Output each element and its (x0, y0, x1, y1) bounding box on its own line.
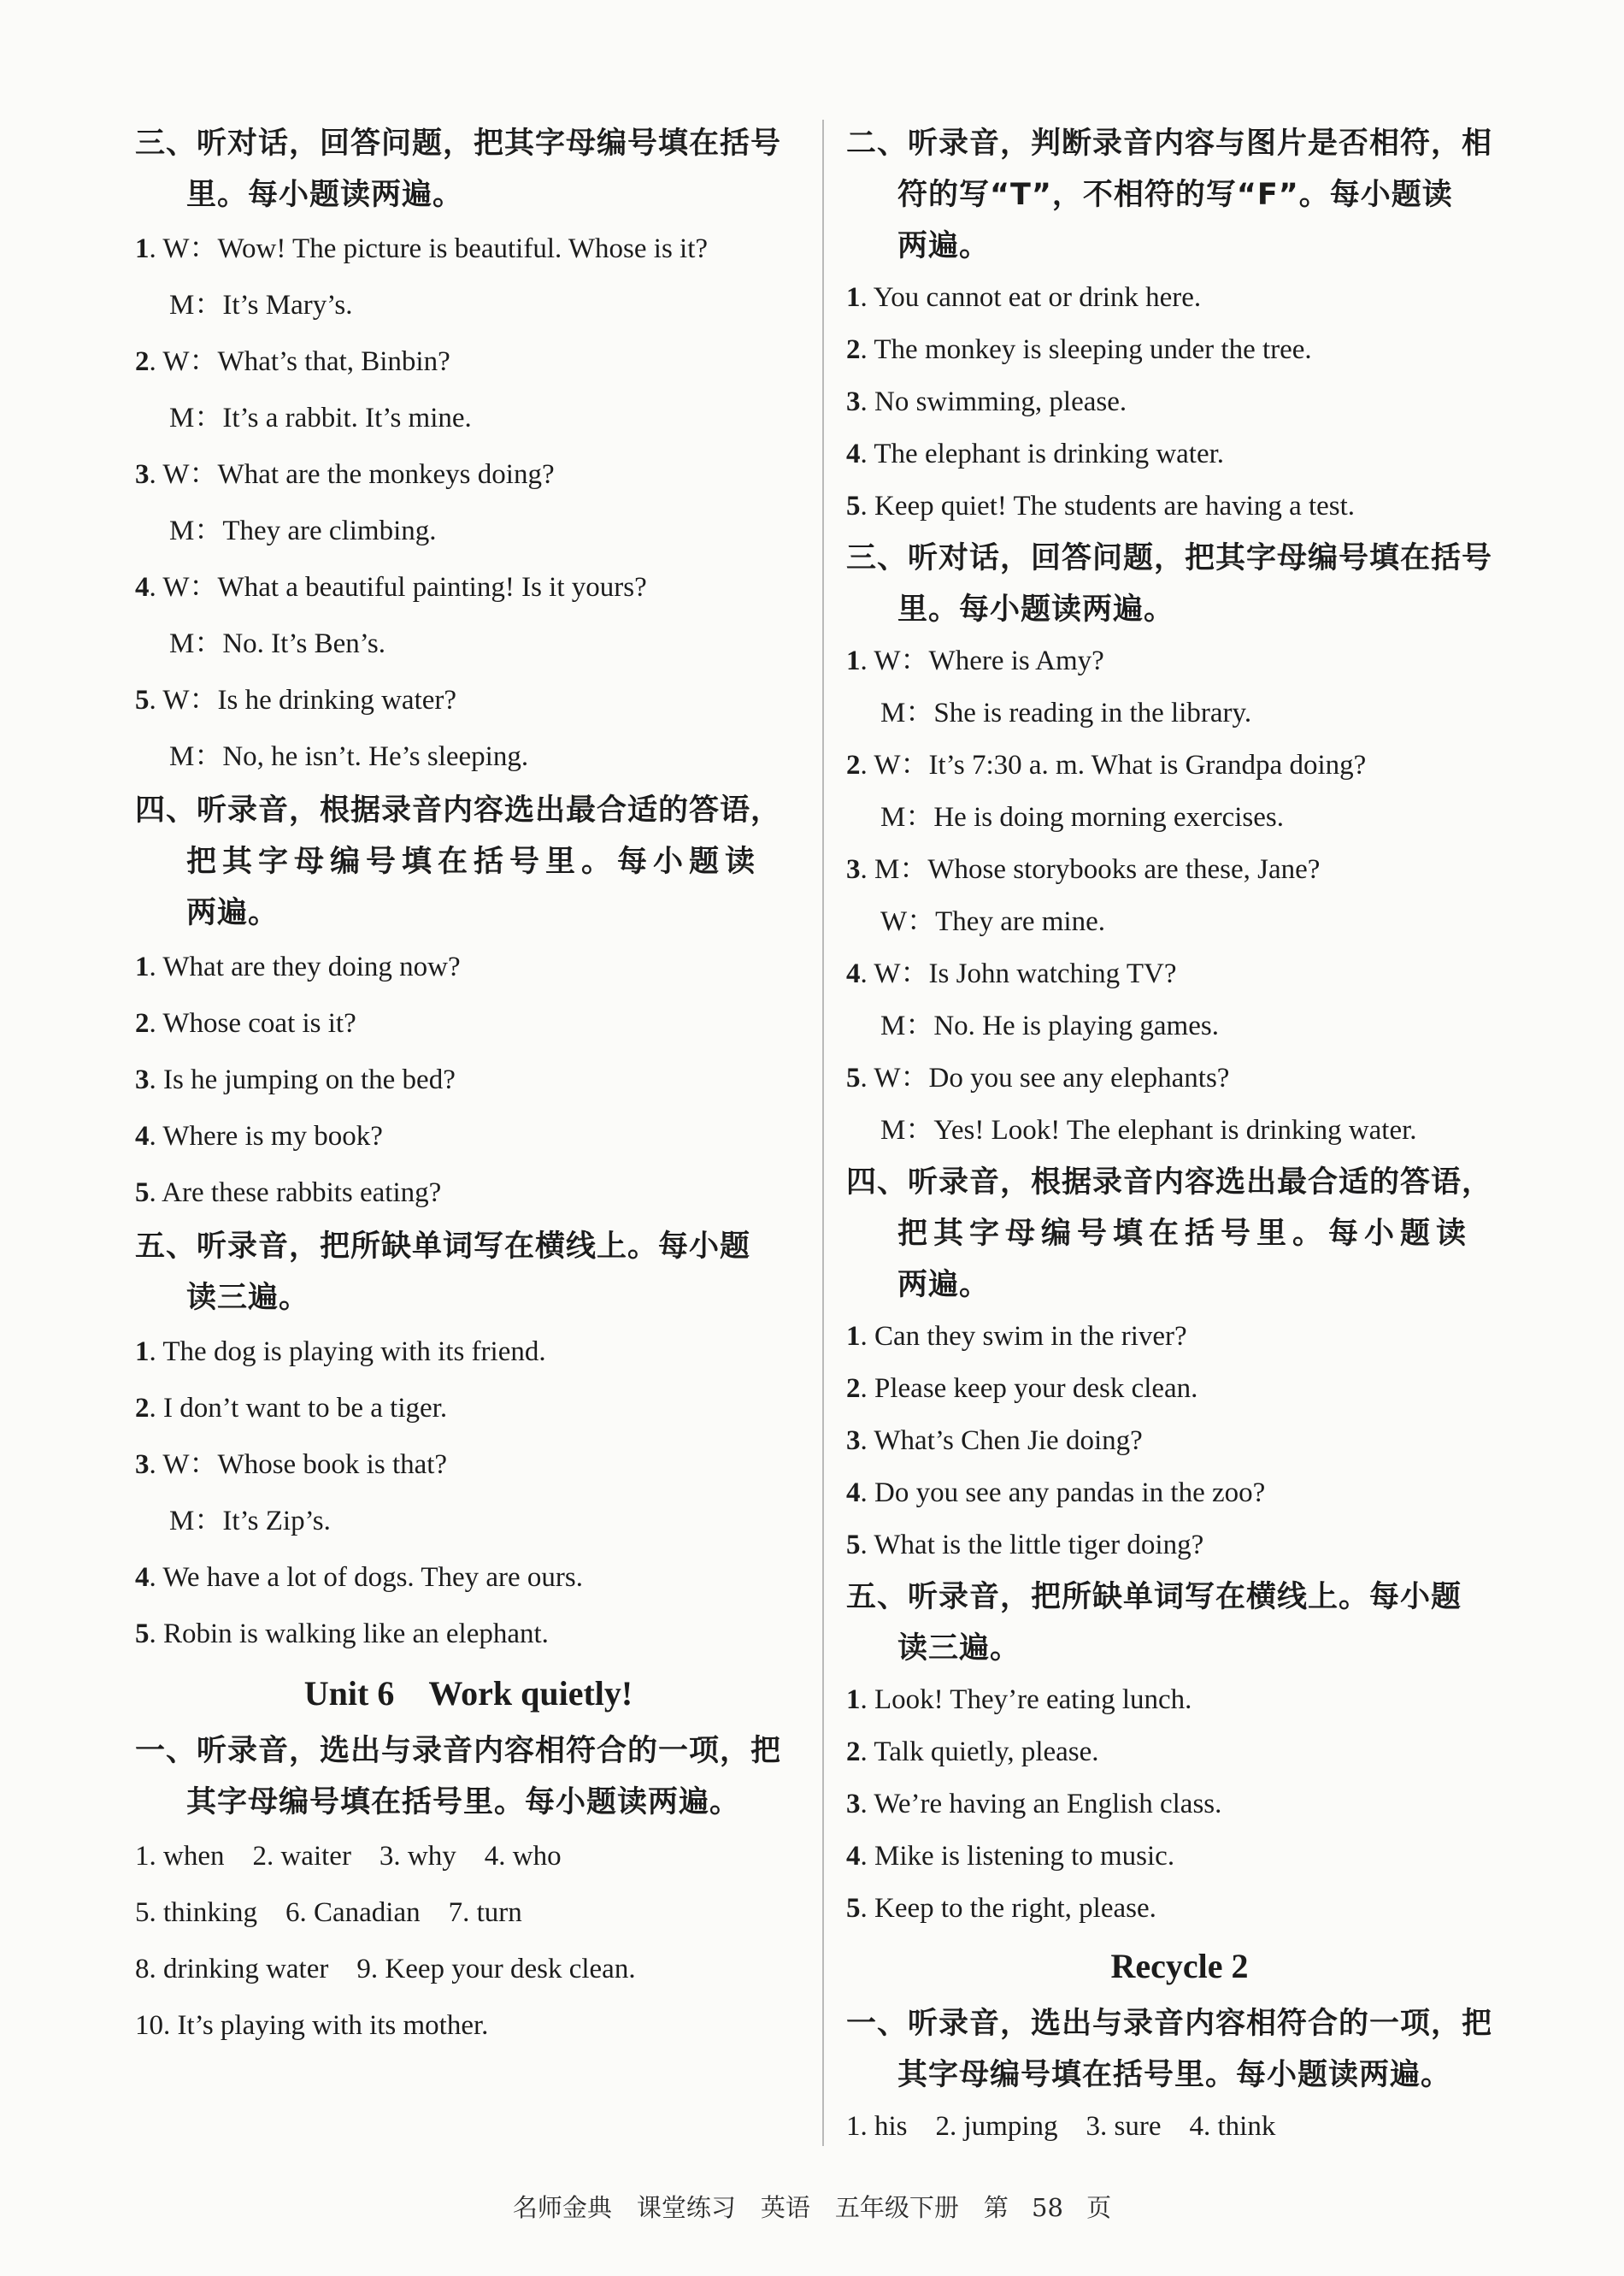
heading-line: 三、听对话，回答问题，把其字母编号填在括号 (135, 127, 782, 161)
list-item (135, 277, 802, 333)
item-text: . Talk quietly, please. (860, 1736, 1099, 1767)
item-text: . We’re having an English class. (860, 1789, 1222, 1819)
list-item (135, 1052, 802, 1108)
section-heading (135, 1221, 802, 1324)
list-item (135, 333, 802, 390)
item-number: 5 (846, 1530, 861, 1560)
list-item (135, 939, 802, 995)
heading-line: 二、听录音，判断录音内容与图片是否相符，相 (846, 127, 1493, 161)
item-number: 5 (135, 685, 150, 716)
list-item (846, 1726, 1513, 1778)
item-text: . W：Where is Amy? (860, 646, 1104, 676)
list-item (846, 1883, 1513, 1935)
heading-line: 里。每小题读两遍。 (186, 178, 464, 212)
item-number: 3 (846, 854, 861, 885)
item-text: . W：What a beautiful painting! Is it yours? (149, 572, 647, 603)
item-text: M：It’s a rabbit. It’s mine. (169, 403, 472, 433)
item-text: . W：It’s 7:30 a. m. What is Grandpa doing? (860, 750, 1367, 781)
item-text: . W：Is John watching TV? (860, 958, 1177, 989)
list-item (135, 503, 802, 559)
item-number: 4 (846, 1841, 861, 1872)
item-number: 2 (846, 750, 861, 781)
item-number: 2 (135, 1393, 150, 1424)
item-list (846, 1311, 1513, 1571)
item-list (135, 221, 802, 785)
item-text: . You cannot eat or drink here. (860, 282, 1202, 313)
item-number: 3 (846, 386, 861, 417)
heading-line: 读三遍。 (897, 1631, 1021, 1666)
heading-line: 两遍。 (897, 229, 991, 263)
list-item (846, 1053, 1513, 1105)
item-text: . No swimming, please. (860, 386, 1127, 417)
list-item (846, 428, 1513, 481)
heading-line: 一、听录音，选出与录音内容相符合的一项，把 (135, 1734, 782, 1768)
list-item (846, 272, 1513, 324)
item-text: M：No, he isn’t. He’s sleeping. (169, 741, 529, 772)
item-text: . The monkey is sleeping under the tree. (860, 334, 1312, 365)
page-footer: 名师金典 课堂练习 英语 五年级下册 第 58 页 (512, 2193, 1112, 2222)
item-text: . What’s Chen Jie doing? (860, 1425, 1143, 1456)
section-heading (846, 118, 1513, 272)
item-text: . Is he jumping on the bed? (149, 1064, 456, 1095)
section-heading (846, 533, 1513, 635)
list-item (135, 672, 802, 728)
item-text: . What are they doing now? (149, 952, 461, 982)
item-text: . W：What’s that, Binbin? (149, 346, 450, 377)
heading-line: 其字母编号填在括号里。每小题读两遍。 (897, 2058, 1452, 2092)
item-number: 2 (135, 1008, 150, 1039)
list-item (135, 1324, 802, 1380)
item-number: 4 (135, 1562, 150, 1593)
item-text: M：It’s Zip’s. (169, 1506, 331, 1536)
item-number: 2 (846, 1373, 861, 1404)
right-column (846, 118, 1513, 2153)
heading-line: 一、听录音，选出与录音内容相符合的一项，把 (846, 2007, 1493, 2041)
item-text: M：He is doing morning exercises. (880, 802, 1285, 833)
list-item (846, 1363, 1513, 1415)
item-text: . Where is my book? (149, 1121, 383, 1152)
item-number: 3 (846, 1789, 861, 1819)
list-item: 5. thinking 6. Canadian 7. turn (135, 1897, 522, 1928)
heading-line: 把其字母编号填在括号里。每小题读 (897, 1217, 1473, 1251)
item-text: . W：Whose book is that? (149, 1449, 448, 1480)
heading-line: 五、听录音，把所缺单词写在横线上。每小题 (846, 1580, 1462, 1614)
list-item (135, 446, 802, 503)
list-item (846, 1519, 1513, 1571)
item-text: . Keep to the right, please. (860, 1893, 1156, 1924)
list-item (846, 1000, 1513, 1053)
item-number: 5 (846, 491, 861, 522)
item-text: M：They are climbing. (169, 516, 437, 546)
item-number: 5 (135, 1619, 150, 1649)
item-number: 5 (135, 1177, 150, 1208)
item-text: . W：What are the monkeys doing? (149, 459, 555, 490)
item-text: . Mike is listening to music. (860, 1841, 1175, 1872)
item-number: 2 (846, 1736, 861, 1767)
item-text: M：No. It’s Ben’s. (169, 628, 386, 659)
item-number: 2 (846, 334, 861, 365)
item-list (135, 1324, 802, 1662)
item-number: 5 (846, 1893, 861, 1924)
item-number: 1 (846, 1321, 861, 1352)
item-number: 1 (135, 952, 150, 982)
list-item: 8. drinking water 9. Keep your desk clean. (135, 1954, 636, 1984)
list-item: 1. when 2. waiter 3. why 4. who (135, 1841, 562, 1872)
list-item (846, 687, 1513, 740)
item-number: 1 (846, 1684, 861, 1715)
recycle-title: Recycle 2 (1110, 1947, 1249, 1985)
list-item (135, 1380, 802, 1436)
list-item (135, 995, 802, 1052)
item-number: 5 (846, 1063, 861, 1094)
item-number: 1 (135, 1336, 150, 1367)
item-number: 3 (135, 459, 150, 490)
item-number: 2 (135, 346, 150, 377)
list-item (135, 390, 802, 446)
list-item (846, 1778, 1513, 1831)
list-item (846, 1105, 1513, 1157)
list-item: 10. It’s playing with its mother. (135, 2010, 489, 2041)
list-item (135, 1165, 802, 1221)
item-text: . Keep quiet! The students are having a test. (860, 491, 1356, 522)
item-number: 1 (135, 233, 150, 264)
heading-line: 把其字母编号填在括号里。每小题读 (186, 845, 762, 879)
list-item (846, 896, 1513, 948)
item-number: 3 (846, 1425, 861, 1456)
item-text: . What is the little tiger doing? (860, 1530, 1204, 1560)
heading-line: 符的写“T”，不相符的写“F”。每小题读 (897, 178, 1453, 212)
item-number: 1 (846, 646, 861, 676)
item-text: W：They are mine. (880, 906, 1105, 937)
list-item (846, 1467, 1513, 1519)
heading-line: 里。每小题读两遍。 (897, 593, 1175, 627)
list-item (846, 1415, 1513, 1467)
item-text: . Please keep your desk clean. (860, 1373, 1198, 1404)
item-text: . I don’t want to be a tiger. (149, 1393, 448, 1424)
list-item (135, 1493, 802, 1549)
list-item (846, 948, 1513, 1000)
list-item (135, 1436, 802, 1493)
item-text: M：No. He is playing games. (880, 1011, 1219, 1041)
item-list (846, 635, 1513, 1157)
item-list (135, 1828, 802, 2054)
heading-line: 其字母编号填在括号里。每小题读两遍。 (186, 1785, 741, 1819)
section-heading (846, 1571, 1513, 1674)
list-item (135, 1549, 802, 1606)
heading-line: 三、听对话，回答问题，把其字母编号填在括号 (846, 541, 1493, 575)
heading-line: 两遍。 (897, 1268, 991, 1302)
column-divider (822, 120, 824, 2146)
list-item (135, 1108, 802, 1165)
unit-title: Unit 6 Work quietly! (303, 1674, 633, 1713)
item-number: 4 (846, 958, 861, 989)
heading-line: 四、听录音，根据录音内容选出最合适的答语， (135, 793, 782, 828)
section-heading (135, 785, 802, 939)
list-item (846, 376, 1513, 428)
section-heading (135, 1725, 802, 1828)
list-item (846, 1674, 1513, 1726)
item-number: 1 (846, 282, 861, 313)
list-item (846, 740, 1513, 792)
list-item: 1. his 2. jumping 3. sure 4. think (846, 2111, 1276, 2142)
item-text: . Whose coat is it? (149, 1008, 356, 1039)
left-column (135, 118, 802, 2054)
section-heading (846, 1157, 1513, 1311)
item-number: 3 (135, 1449, 150, 1480)
item-text: . Look! They’re eating lunch. (860, 1684, 1192, 1715)
heading-line: 五、听录音，把所缺单词写在横线上。每小题 (135, 1229, 751, 1264)
item-list (135, 939, 802, 1221)
item-text: M：She is reading in the library. (880, 698, 1252, 728)
item-list (846, 2101, 1513, 2153)
item-number: 4 (846, 1477, 861, 1508)
section-heading (846, 1998, 1513, 2101)
item-text: . Are these rabbits eating? (149, 1177, 442, 1208)
item-text: . Robin is walking like an elephant. (149, 1619, 549, 1649)
heading-line: 读三遍。 (186, 1281, 310, 1315)
item-number: 3 (135, 1064, 150, 1095)
item-text: . Do you see any pandas in the zoo? (860, 1477, 1266, 1508)
item-text: M：It’s Mary’s. (169, 290, 353, 321)
item-text: . The elephant is drinking water. (860, 439, 1225, 469)
list-item (846, 635, 1513, 687)
item-text: . W：Wow! The picture is beautiful. Whose is it? (149, 233, 709, 264)
list-item (846, 1311, 1513, 1363)
list-item (846, 844, 1513, 896)
list-item (135, 559, 802, 616)
item-text: . W：Do you see any elephants? (860, 1063, 1230, 1094)
list-item (846, 792, 1513, 844)
list-item (846, 324, 1513, 376)
item-text: . We have a lot of dogs. They are ours. (149, 1562, 583, 1593)
item-list (846, 1674, 1513, 1935)
list-item (135, 616, 802, 672)
item-text: M：Yes! Look! The elephant is drinking water. (880, 1115, 1417, 1146)
item-text: . The dog is playing with its friend. (149, 1336, 546, 1367)
list-item (135, 728, 802, 785)
list-item (846, 481, 1513, 533)
section-heading (135, 118, 802, 221)
item-text: . Can they swim in the river? (860, 1321, 1187, 1352)
item-number: 4 (846, 439, 861, 469)
list-item (846, 1831, 1513, 1883)
item-number: 4 (135, 572, 150, 603)
item-text: . W：Is he drinking water? (149, 685, 457, 716)
list-item (135, 221, 802, 277)
heading-line: 两遍。 (186, 896, 279, 930)
heading-line: 四、听录音，根据录音内容选出最合适的答语， (846, 1165, 1493, 1200)
item-number: 4 (135, 1121, 150, 1152)
item-text: . M：Whose storybooks are these, Jane? (860, 854, 1321, 885)
list-item (135, 1606, 802, 1662)
item-list (846, 272, 1513, 533)
